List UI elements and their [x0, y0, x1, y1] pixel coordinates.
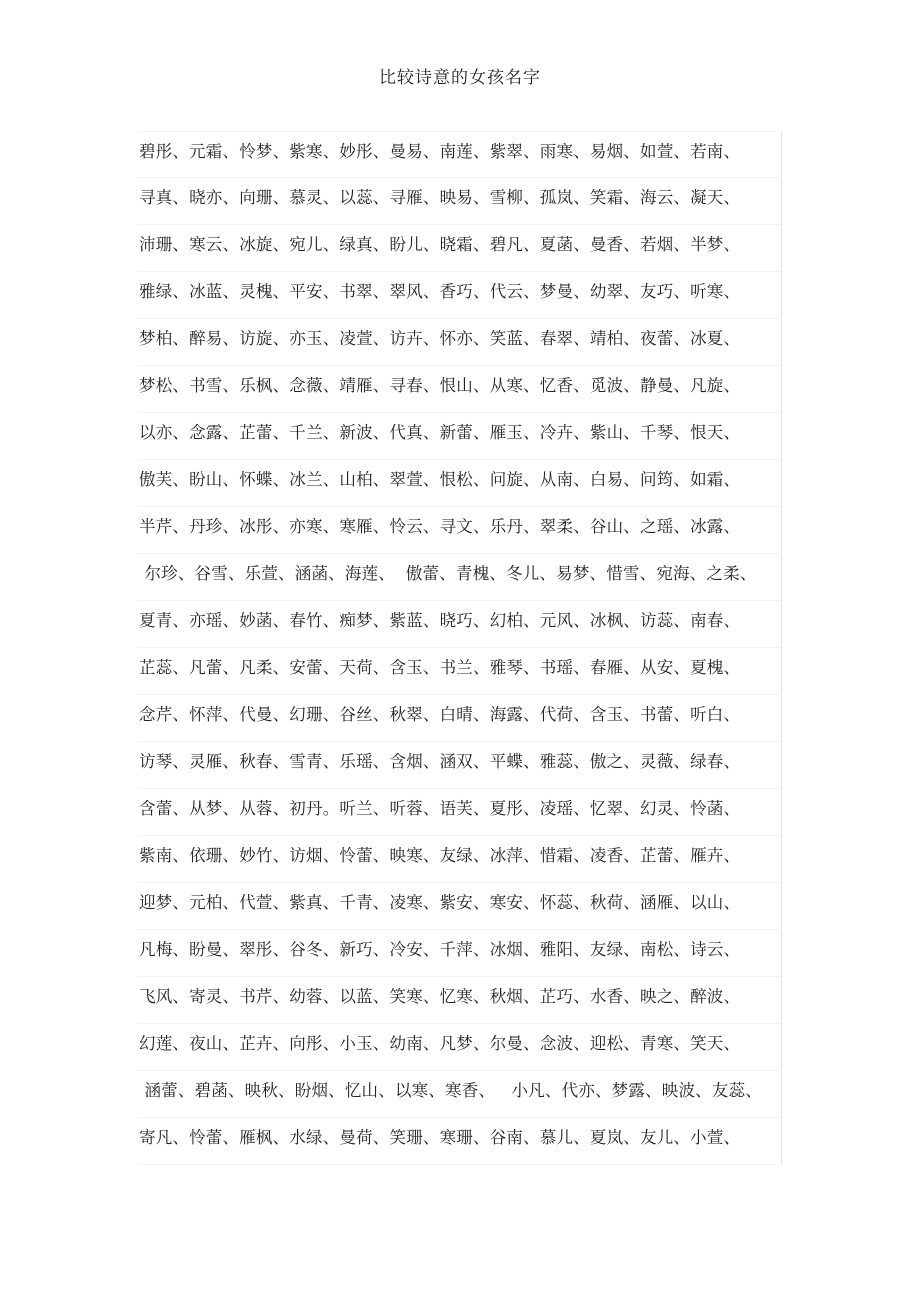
table-row [138, 413, 782, 460]
row-text: 雅绿、冰蓝、灵槐、平安、书翠、翠风、香巧、代云、梦曼、幼翠、友巧、听寒、 [139, 282, 741, 301]
row-text: 夏青、亦瑶、妙菡、春竹、痴梦、紫蓝、晓巧、幻柏、元风、冰枫、访蕊、南春、 [139, 611, 741, 630]
row-text: 半芹、丹珍、冰彤、亦寒、寒雁、怜云、寻文、乐丹、翠柔、谷山、之瑶、冰露、 [139, 517, 741, 536]
row-text: 寻真、晓亦、向珊、慕灵、以蕊、寻雁、映易、雪柳、孤岚、笑霜、海云、凝天、 [139, 188, 741, 207]
row-text: 念芹、怀萍、代曼、幻珊、谷丝、秋翠、白晴、海露、代荷、含玉、书蕾、听白、 [139, 705, 741, 724]
table-row [138, 601, 782, 648]
table-row [138, 1118, 782, 1165]
table-row [138, 1071, 782, 1118]
name-list-table [138, 131, 782, 1165]
table-row [138, 930, 782, 977]
table-row [138, 272, 782, 319]
row-text: 飞风、寄灵、书芹、幼蓉、以蓝、笑寒、忆寒、秋烟、芷巧、水香、映之、醉波、 [139, 987, 741, 1006]
row-text: 迎梦、元柏、代萱、紫真、千青、凌寒、紫安、寒安、怀蕊、秋荷、涵雁、以山、 [139, 893, 741, 912]
table-row [138, 742, 782, 789]
row-text: 傲芙、盼山、怀蝶、冰兰、山柏、翠萱、恨松、问旋、从南、白易、问筠、如霜、 [139, 470, 741, 489]
row-text: 寄凡、怜蕾、雁枫、水绿、曼荷、笑珊、寒珊、谷南、慕儿、夏岚、友儿、小萱、 [139, 1128, 741, 1147]
row-text: 碧彤、元霜、怜梦、紫寒、妙彤、曼易、南莲、紫翠、雨寒、易烟、如萱、若南、 [139, 142, 741, 161]
table-row [138, 977, 782, 1024]
table-row [138, 789, 782, 836]
table-row [138, 507, 782, 554]
table-row [138, 225, 782, 272]
table-row [138, 695, 782, 742]
row-text: 幻莲、夜山、芷卉、向彤、小玉、幼南、凡梦、尔曼、念波、迎松、青寒、笑天、 [139, 1034, 741, 1053]
table-row [138, 648, 782, 695]
table-row [138, 836, 782, 883]
row-text: 梦松、书雪、乐枫、念薇、靖雁、寻春、恨山、从寒、忆香、觅波、静曼、凡旋、 [139, 376, 741, 395]
row-text: 涵蕾、碧菡、映秋、盼烟、忆山、以寒、寒香、 小凡、代亦、梦露、映波、友蕊、 [139, 1081, 762, 1100]
row-text: 紫南、依珊、妙竹、访烟、怜蕾、映寒、友绿、冰萍、惜霜、凌香、芷蕾、雁卉、 [139, 846, 741, 865]
table-row [138, 178, 782, 225]
table-row [138, 554, 782, 601]
row-text: 访琴、灵雁、秋春、雪青、乐瑶、含烟、涵双、平蝶、雅蕊、傲之、灵薇、绿春、 [139, 752, 741, 771]
table-row [138, 366, 782, 413]
table-row [138, 131, 782, 178]
table-row [138, 319, 782, 366]
row-text: 芷蕊、凡蕾、凡柔、安蕾、天荷、含玉、书兰、雅琴、书瑶、春雁、从安、夏槐、 [139, 658, 741, 677]
row-text: 尔珍、谷雪、乐萱、涵菡、海莲、 傲蕾、青槐、冬儿、易梦、惜雪、宛海、之柔、 [139, 564, 757, 583]
table-row [138, 1024, 782, 1071]
page-title: 比较诗意的女孩名字 [379, 68, 541, 88]
table-row [138, 883, 782, 930]
table-row [138, 460, 782, 507]
row-text: 含蕾、从梦、从蓉、初丹。听兰、听蓉、语芙、夏彤、凌瑶、忆翠、幻灵、怜菡、 [139, 799, 741, 818]
row-text: 凡梅、盼曼、翠彤、谷冬、新巧、冷安、千萍、冰烟、雅阳、友绿、南松、诗云、 [139, 940, 741, 959]
row-text: 以亦、念露、芷蕾、千兰、新波、代真、新蕾、雁玉、冷卉、紫山、千琴、恨天、 [139, 423, 741, 442]
row-text: 沛珊、寒云、冰旋、宛儿、绿真、盼儿、晓霜、碧凡、夏菡、曼香、若烟、半梦、 [139, 235, 741, 254]
row-text: 梦柏、醉易、访旋、亦玉、凌萱、访卉、怀亦、笑蓝、春翠、靖柏、夜蕾、冰夏、 [139, 329, 741, 348]
